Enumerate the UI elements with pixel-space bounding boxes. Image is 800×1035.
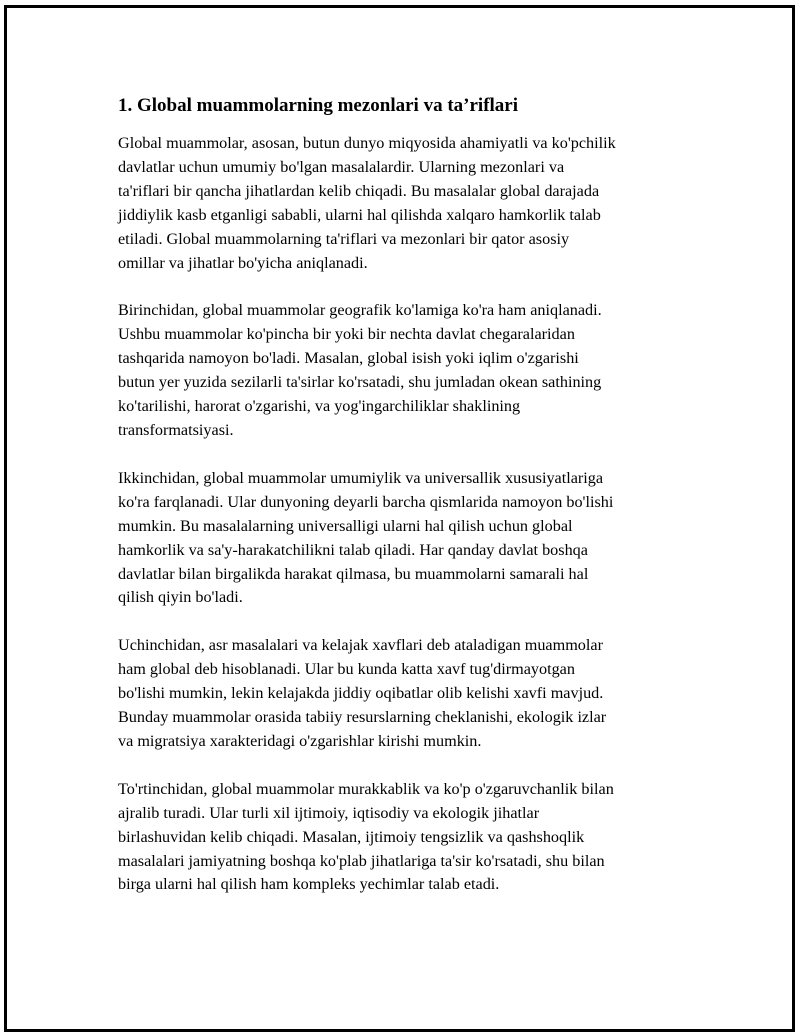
text-line: Ushbu muammolar ko'pincha bir yoki bir nechta davlat chegaralaridan xyxy=(118,325,575,344)
text-line: jiddiylik kasb etganligi sababli, ularni hal qilishda xalqaro hamkorlik talab xyxy=(118,205,601,224)
text-line: hamkorlik va sa'y-harakatchilikni talab qiladi. Har qanday davlat boshqa xyxy=(118,540,588,559)
text-line: To'rtinchidan, global muammolar murakkablik va ko'p o'zgaruvchanlik bilan xyxy=(118,779,614,798)
paragraph-5 xyxy=(118,778,693,898)
paragraph-2 xyxy=(118,299,693,442)
paragraph-1 xyxy=(118,132,693,275)
text-line: butun yer yuzida sezilarli ta'sirlar ko'rsatadi, shu jumladan okean sathining xyxy=(118,373,602,392)
paragraph-4 xyxy=(118,634,693,754)
text-line: ta'riflari bir qancha jihatlardan kelib chiqadi. Bu masalalar global darajada xyxy=(118,181,600,200)
text-line: etiladi. Global muammolarning ta'riflari va mezonlari bir qator asosiy xyxy=(118,229,570,248)
text-line: va migratsiya xarakteridagi o'zgarishlar kirishi mumkin. xyxy=(118,731,482,750)
text-line: ko'tarilishi, harorat o'zgarishi, va yog'ingarchiliklar shaklining xyxy=(118,397,521,416)
text-line: ham global deb hisoblanadi. Ular bu kunda katta xavf tug'dirmayotgan xyxy=(118,660,575,679)
text-line: Global muammolar, asosan, butun dunyo miqyosida ahamiyatli va ko'pchilik xyxy=(118,134,616,152)
text-line: birlashuvidan kelib chiqadi. Masalan, ijtimoiy tengsizlik va qashshoqlik xyxy=(118,827,585,846)
text-line: omillar va jihatlar bo'yicha aniqlanadi. xyxy=(118,253,368,272)
text-line: tashqarida namoyon bo'ladi. Masalan, global isish yoki iqlim o'zgarishi xyxy=(118,349,579,368)
text-line: Uchinchidan, asr masalalari va kelajak xavflari deb ataladigan muammolar xyxy=(118,636,603,655)
text-line: davlatlar uchun umumiy bo'lgan masalalardir. Ularning mezonlari va xyxy=(118,157,565,176)
paragraph-3 xyxy=(118,467,693,610)
text-line: Ikkinchidan, global muammolar umumiylik va universallik xususiyatlariga xyxy=(118,468,604,487)
text-line: Bunday muammolar orasida tabiiy resurslarning cheklanishi, ekologik izlar xyxy=(118,708,607,727)
section-heading: 1. Global muammolarning mezonlari va ta’riflari xyxy=(118,95,519,116)
text-line: mumkin. Bu masalalarning universalligi ularni hal qilish uchun global xyxy=(118,516,573,535)
text-line: transformatsiyasi. xyxy=(118,420,234,439)
text-line: ajralib turadi. Ular turli xil ijtimoiy, iqtisodiy va ekologik jihatlar xyxy=(118,803,540,822)
text-line: masalalari jamiyatning boshqa ko'plab jihatlariga ta'sir ko'rsatadi, shu bilan xyxy=(118,851,605,870)
text-line: Birinchidan, global muammolar geografik ko'lamiga ko'ra ham aniqlanadi. xyxy=(118,301,602,320)
text-line: ko'ra farqlanadi. Ular dunyoning deyarli barcha qismlarida namoyon bo'lishi xyxy=(118,492,614,511)
text-line: birga ularni hal qilish ham kompleks yechimlar talab etadi. xyxy=(118,875,500,894)
text-line: bo'lishi mumkin, lekin kelajakda jiddiy oqibatlar olib kelishi xavfi mavjud. xyxy=(118,684,604,703)
document-body xyxy=(118,94,693,921)
text-line: qilish qiyin bo'ladi. xyxy=(118,588,243,607)
text-line: davlatlar bilan birgalikda harakat qilmasa, bu muammolarni samarali hal xyxy=(118,564,589,583)
